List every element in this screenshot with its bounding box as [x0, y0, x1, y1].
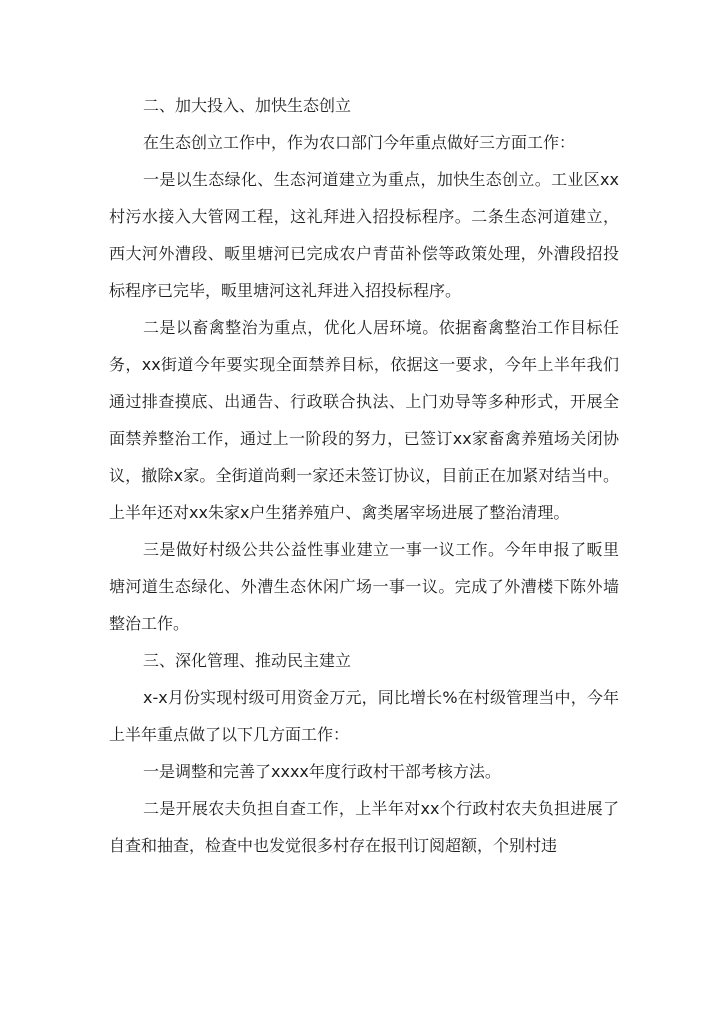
paragraph-ecology: 一是以生态绿化、生态河道建立为重点，加快生态创立。工业区xx村污水接入大管网工程，这礼拜进入招投标程序。二条生态河道建立，西大河外漕段、畈里塘河已完成农户青苗补偿等政策处理，外漕段招投标程序已完毕，畈里塘河这礼拜进入招投标程序。	[109, 170, 619, 300]
section-heading-management: 三、深化管理、推动民主建立	[143, 651, 352, 670]
paragraph-assessment: 一是调整和完善了xxxx年度行政村干部考核方法。	[143, 762, 501, 781]
document-body	[109, 87, 619, 864]
paragraph-public-welfare: 三是做好村级公共公益性事业建立一事一议工作。今年申报了畈里塘河道生态绿化、外漕生态休闲广场一事一议。完成了外漕楼下陈外墙整治工作。	[109, 540, 619, 633]
paragraph-funds: x-x月份实现村级可用资金万元，同比增长%在村级管理当中，今年上半年重点做了以下几方面工作：	[109, 688, 619, 744]
paragraph-livestock: 二是以畜禽整治为重点，优化人居环境。依据畜禽整治工作目标任务，xx街道今年要实现全面禁养目标，依据这一要求，今年上半年我们通过排查摸底、出通告、行政联合执法、上门劝导等多种形式，开展全面禁养整治工作，通过上一阶段的努力，已签订xx家畜禽养殖场关闭协议，撤除x家。全街道尚剩一家还未签订协议，目前正在加紧对结当中。上半年还对xx朱家x户生猪养殖户、禽类屠宰场进展了整治清理。	[109, 318, 619, 522]
paragraph-farmer-burden: 二是开展农夫负担自查工作，上半年对xx个行政村农夫负担进展了自查和抽查，检查中也发觉很多村存在报刊订阅超额，个别村违	[109, 799, 619, 855]
section-heading-investment: 二、加大投入、加快生态创立	[143, 96, 352, 115]
paragraph-intro: 在生态创立工作中，作为农口部门今年重点做好三方面工作：	[143, 133, 576, 152]
